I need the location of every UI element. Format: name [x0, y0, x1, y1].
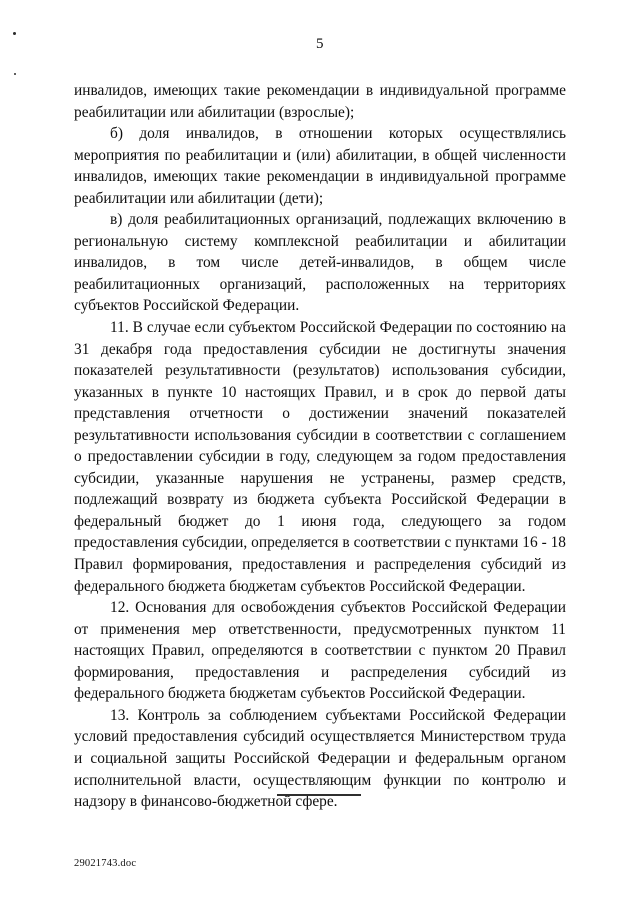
paragraph: 11. В случае если субъектом Российской Федерации по состоянию на 31 декабря года предоставления субсидии не достигнуты значения показателей результативности (результатов) использования субсидии, указанных в пункте 10 настоящих Правил, и в срок до первой даты представления отчетности о достижении значений показателей результативности использования субсидии в соответствии с соглашением о предоставлении субсидии в году, следующем за годом предоставления субсидии, указанные нарушения не устранены, размер средств, подлежащий возврату из бюджета субъекта Российской Федерации в федеральный бюджет до 1 июня года, следующего за годом предоставления субсидии, определяется в соответствии с пунктами 16 - 18 Правил формирования, предоставления и распределения субсидий из федерального бюджета бюджетам субъектов Российской Федерации.	[74, 319, 566, 595]
scan-artifact-dot	[14, 73, 16, 75]
paragraph: б) доля инвалидов, в отношении которых осуществлялись мероприятия по реабилитации и (или) абилитации, в общей численности инвалидов, имеющих такие рекомендации в индивидуальной программе реабилитации или абилитации (дети);	[74, 125, 566, 207]
page-number: 5	[316, 36, 324, 52]
paragraph: 13. Контроль за соблюдением субъектами Российской Федерации условий предоставления субсидий осуществляется Министерством труда и социальной защиты Российской Федерации и федеральным органом исполнительной власти, осуществляющим функции по контролю и надзору в финансово-бюджетной сфере.	[74, 706, 566, 811]
footer-filename: 29021743.doc	[74, 858, 137, 869]
document-body	[74, 80, 566, 813]
paragraph: 12. Основания для освобождения субъектов Российской Федерации от применения мер ответственности, предусмотренных пунктом 11 настоящих Правил, определяются в соответствии с пунктом 20 Правил формирования, предоставления и распределения субсидий из федерального бюджета бюджетам субъектов Российской Федерации.	[74, 599, 566, 703]
paragraph: в) доля реабилитационных организаций, подлежащих включению в региональную систему комплексной реабилитации и абилитации инвалидов, в том числе детей-инвалидов, в общем числе реабилитационных организаций, расположенных на территориях субъектов Российской Федерации.	[74, 211, 566, 315]
scan-artifact-dot	[13, 32, 16, 35]
paragraph: инвалидов, имеющих такие рекомендации в индивидуальной программе реабилитации или абилитации (взрослые);	[74, 82, 566, 121]
end-of-document-divider	[277, 794, 361, 796]
